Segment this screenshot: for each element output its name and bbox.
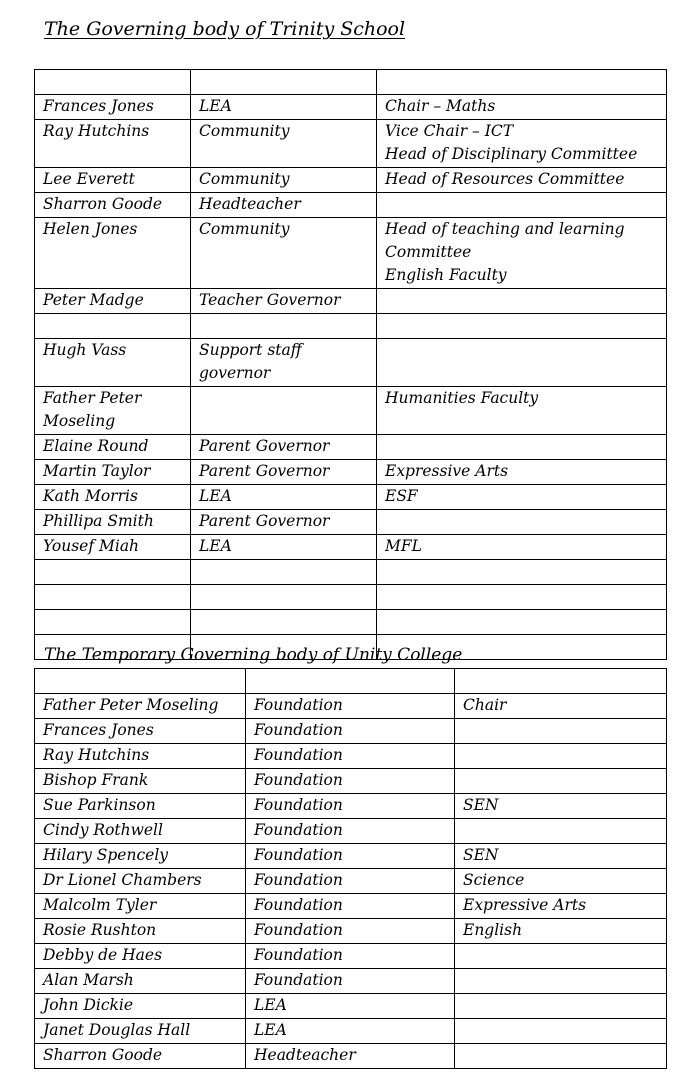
unity-category-cell: Foundation [246, 894, 455, 919]
trinity-role-cell: Vice Chair – ICT Head of Disciplinary Committee [377, 120, 667, 168]
unity-category-cell: Foundation [246, 844, 455, 869]
unity-role-cell [455, 744, 667, 769]
unity-row [35, 794, 667, 819]
unity-row [35, 894, 667, 919]
trinity-role-cell [377, 585, 667, 610]
trinity-name-cell: Martin Taylor [35, 460, 191, 485]
unity-row [35, 719, 667, 744]
trinity-category-cell [191, 610, 377, 635]
unity-role-cell: Science [455, 869, 667, 894]
trinity-role-cell: Expressive Arts [377, 460, 667, 485]
unity-category-cell: LEA [246, 1019, 455, 1044]
trinity-name-cell: Peter Madge [35, 289, 191, 314]
unity-row [35, 669, 667, 694]
unity-role-cell [455, 1019, 667, 1044]
unity-row [35, 1019, 667, 1044]
unity-name-cell: Father Peter Moseling [35, 694, 246, 719]
unity-role-cell: Chair [455, 694, 667, 719]
trinity-name-cell: Father Peter Moseling [35, 387, 191, 435]
trinity-role-cell [377, 314, 667, 339]
unity-category-cell: Foundation [246, 794, 455, 819]
trinity-name-cell [35, 70, 191, 95]
unity-category-cell: Foundation [246, 869, 455, 894]
unity-role-cell: Expressive Arts [455, 894, 667, 919]
trinity-role-cell: ESF [377, 485, 667, 510]
unity-name-cell: Frances Jones [35, 719, 246, 744]
trinity-category-cell: Community [191, 168, 377, 193]
unity-role-cell [455, 769, 667, 794]
trinity-name-cell: Elaine Round [35, 435, 191, 460]
unity-name-cell: Debby de Haes [35, 944, 246, 969]
unity-role-cell: SEN [455, 844, 667, 869]
unity-category-cell: Foundation [246, 769, 455, 794]
trinity-name-cell: Helen Jones [35, 218, 191, 289]
unity-row [35, 994, 667, 1019]
unity-row [35, 1044, 667, 1069]
unity-name-cell: Hilary Spencely [35, 844, 246, 869]
unity-category-cell: Foundation [246, 694, 455, 719]
trinity-row [35, 510, 667, 535]
trinity-role-cell [377, 510, 667, 535]
unity-governors-table [34, 668, 667, 1069]
unity-name-cell: Janet Douglas Hall [35, 1019, 246, 1044]
unity-name-cell: Alan Marsh [35, 969, 246, 994]
trinity-role-cell: Humanities Faculty [377, 387, 667, 435]
unity-category-cell: Foundation [246, 969, 455, 994]
unity-role-cell [455, 1044, 667, 1069]
trinity-row [35, 193, 667, 218]
trinity-row [35, 289, 667, 314]
trinity-category-cell: Parent Governor [191, 460, 377, 485]
trinity-category-cell: LEA [191, 95, 377, 120]
unity-name-cell [35, 669, 246, 694]
trinity-name-cell [35, 560, 191, 585]
trinity-name-cell: Phillipa Smith [35, 510, 191, 535]
unity-row [35, 744, 667, 769]
trinity-category-cell [191, 70, 377, 95]
trinity-category-cell [191, 560, 377, 585]
trinity-name-cell: Kath Morris [35, 485, 191, 510]
trinity-title: The Governing body of Trinity School [44, 18, 406, 40]
unity-name-cell: Sue Parkinson [35, 794, 246, 819]
unity-row [35, 969, 667, 994]
trinity-role-cell: MFL [377, 535, 667, 560]
trinity-row [35, 218, 667, 289]
unity-role-cell [455, 719, 667, 744]
trinity-name-cell: Hugh Vass [35, 339, 191, 387]
trinity-category-cell [191, 387, 377, 435]
unity-name-cell: Bishop Frank [35, 769, 246, 794]
trinity-role-cell: Head of Resources Committee [377, 168, 667, 193]
trinity-name-cell: Lee Everett [35, 168, 191, 193]
trinity-row [35, 70, 667, 95]
unity-category-cell: Foundation [246, 719, 455, 744]
unity-name-cell: Rosie Rushton [35, 919, 246, 944]
trinity-name-cell: Ray Hutchins [35, 120, 191, 168]
trinity-category-cell: Headteacher [191, 193, 377, 218]
trinity-role-cell [377, 435, 667, 460]
trinity-role-cell [377, 70, 667, 95]
trinity-name-cell: Yousef Miah [35, 535, 191, 560]
unity-category-cell: Foundation [246, 744, 455, 769]
unity-row [35, 869, 667, 894]
trinity-role-cell [377, 610, 667, 635]
trinity-row [35, 535, 667, 560]
unity-name-cell: John Dickie [35, 994, 246, 1019]
unity-row [35, 769, 667, 794]
unity-name-cell: Malcolm Tyler [35, 894, 246, 919]
trinity-row [35, 485, 667, 510]
trinity-name-cell: Sharron Goode [35, 193, 191, 218]
trinity-row [35, 610, 667, 635]
trinity-role-cell [377, 339, 667, 387]
unity-name-cell: Sharron Goode [35, 1044, 246, 1069]
trinity-category-cell: Community [191, 120, 377, 168]
trinity-row [35, 120, 667, 168]
unity-row [35, 844, 667, 869]
trinity-category-cell: Parent Governor [191, 435, 377, 460]
unity-role-cell [455, 819, 667, 844]
unity-category-cell [246, 669, 455, 694]
trinity-row [35, 95, 667, 120]
unity-role-cell: English [455, 919, 667, 944]
trinity-row [35, 460, 667, 485]
unity-category-cell: Foundation [246, 819, 455, 844]
unity-row [35, 919, 667, 944]
trinity-role-cell [377, 560, 667, 585]
unity-row [35, 944, 667, 969]
trinity-governors-table [34, 69, 667, 660]
trinity-name-cell [35, 610, 191, 635]
trinity-name-cell [35, 314, 191, 339]
trinity-row [35, 560, 667, 585]
trinity-name-cell: Frances Jones [35, 95, 191, 120]
trinity-category-cell: Parent Governor [191, 510, 377, 535]
trinity-role-cell [377, 193, 667, 218]
unity-row [35, 819, 667, 844]
trinity-row [35, 585, 667, 610]
unity-name-cell: Dr Lionel Chambers [35, 869, 246, 894]
trinity-row [35, 339, 667, 387]
unity-role-cell: SEN [455, 794, 667, 819]
trinity-category-cell [191, 585, 377, 610]
trinity-row [35, 435, 667, 460]
trinity-row [35, 168, 667, 193]
trinity-role-cell: Chair – Maths [377, 95, 667, 120]
unity-name-cell: Ray Hutchins [35, 744, 246, 769]
trinity-name-cell [35, 585, 191, 610]
unity-category-cell: Foundation [246, 944, 455, 969]
unity-category-cell: Headteacher [246, 1044, 455, 1069]
unity-category-cell: LEA [246, 994, 455, 1019]
trinity-category-cell: Community [191, 218, 377, 289]
unity-role-cell [455, 669, 667, 694]
trinity-role-cell: Head of teaching and learning Committee English Faculty [377, 218, 667, 289]
unity-role-cell [455, 944, 667, 969]
unity-category-cell: Foundation [246, 919, 455, 944]
trinity-role-cell [377, 289, 667, 314]
trinity-category-cell: Support staff governor [191, 339, 377, 387]
trinity-row [35, 314, 667, 339]
unity-row [35, 694, 667, 719]
unity-title: The Temporary Governing body of Unity College [44, 645, 463, 665]
unity-role-cell [455, 969, 667, 994]
trinity-category-cell: Teacher Governor [191, 289, 377, 314]
trinity-category-cell: LEA [191, 485, 377, 510]
trinity-category-cell: LEA [191, 535, 377, 560]
unity-role-cell [455, 994, 667, 1019]
trinity-category-cell [191, 314, 377, 339]
unity-name-cell: Cindy Rothwell [35, 819, 246, 844]
trinity-row [35, 387, 667, 435]
